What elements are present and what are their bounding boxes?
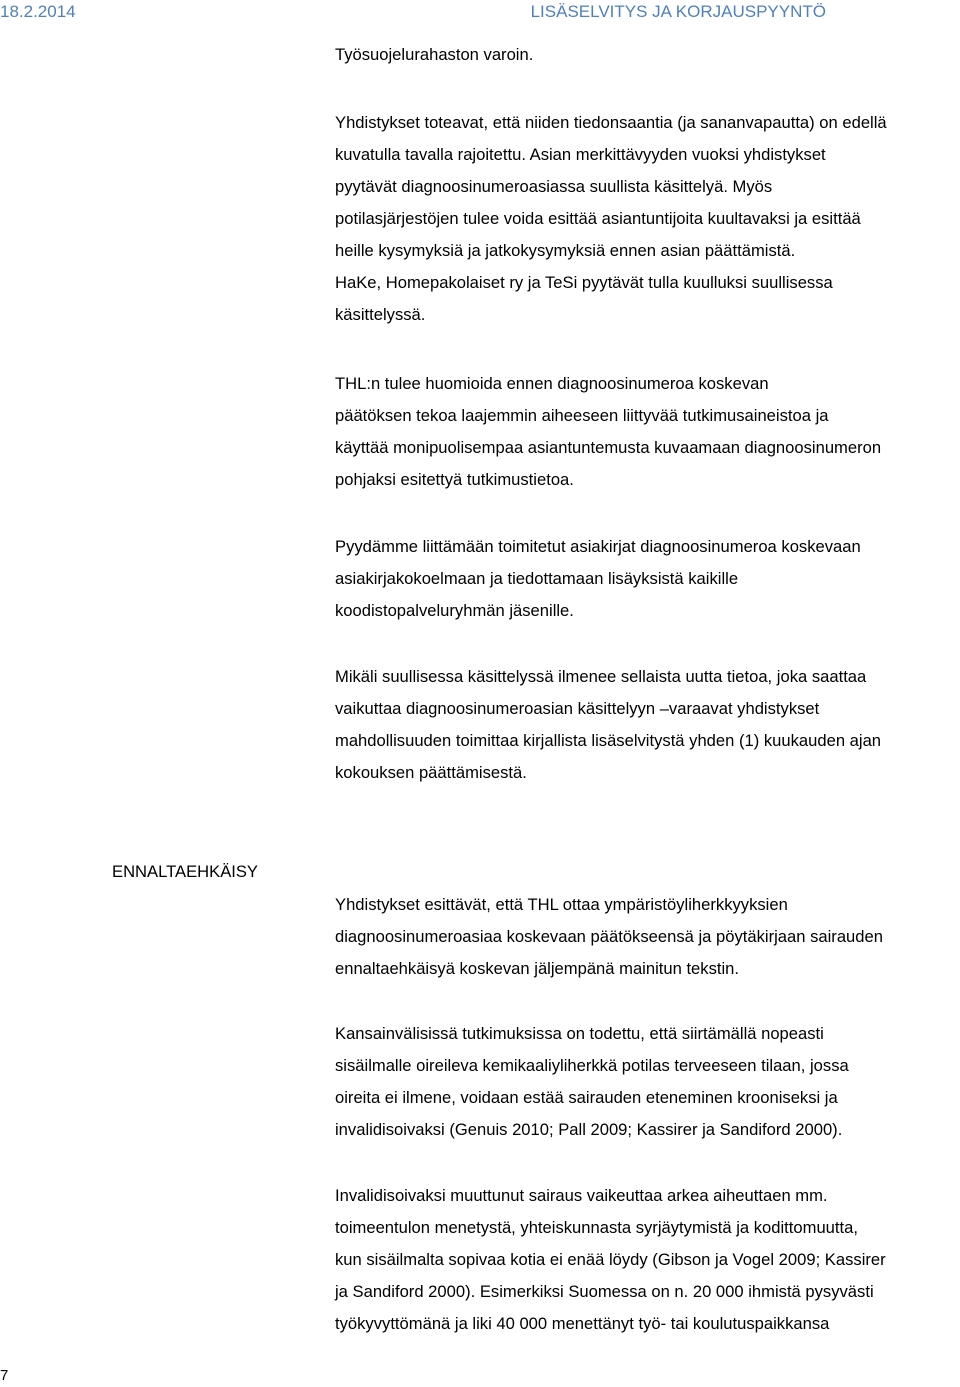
text-line: potilasjärjestöjen tulee voida esittää asiantuntijoita kuultavaksi ja esittää [335,209,861,228]
text-line: koodistopalveluryhmän jäsenille. [335,601,574,620]
text-line: sisäilmalle oireileva kemikaaliyliherkkä potilas terveeseen tilaan, jossa [335,1056,849,1075]
text-line: päätöksen tekoa laajemmin aiheeseen liittyvää tutkimusaineistoa ja [335,406,829,425]
text-line: käyttää monipuolisempaa asiantuntemusta kuvaamaan diagnoosinumeron [335,438,882,457]
text-line: Kansainvälisissä tutkimuksissa on todettu, että siirtämällä nopeasti [335,1024,824,1043]
text-line: heille kysymyksiä ja jatkokysymyksiä ennen asian päättämistä. [335,241,796,260]
paragraph-1 [335,39,960,71]
text-line: ja Sandiford 2000). Esimerkiksi Suomessa on n. 20 000 ihmistä pysyvästi [335,1282,874,1301]
paragraph-5 [335,661,960,789]
text-line: kokouksen päättämisestä. [335,763,527,782]
text-line: ennaltaehkäisyä koskevan jäljempänä mainitun tekstin. [335,959,740,978]
text-line: invalidisoivaksi (Genuis 2010; Pall 2009; Kassirer ja Sandiford 2000). [335,1120,843,1139]
text-line: Mikäli suullisessa käsittelyssä ilmenee sellaista uutta tietoa, joka saattaa [335,667,867,686]
header-title: LISÄSELVITYS JA KORJAUSPYYNTÖ [530,2,826,21]
paragraph-3 [335,368,960,496]
text-line: asiakirjakokoelmaan ja tiedottamaan lisäyksistä kaikille [335,569,739,588]
text-line: työkyvyttömänä ja liki 40 000 menettänyt työ- tai koulutuspaikkansa [335,1314,830,1333]
paragraph-6 [335,889,960,985]
text-line: Pyydämme liittämään toimitetut asiakirjat diagnoosinumeroa koskevaan [335,537,861,556]
text-line: oireita ei ilmene, voidaan estää sairauden eteneminen krooniseksi ja [335,1088,838,1107]
text-line: mahdollisuuden toimittaa kirjallista lisäselvitystä yhden (1) kuukauden ajan [335,731,882,750]
text-line: diagnoosinumeroasiaa koskevaan päätökseensä ja pöytäkirjaan sairauden [335,927,883,946]
text-line: kuvatulla tavalla rajoitettu. Asian merkittävyyden vuoksi yhdistykset [335,145,826,164]
paragraph-4 [335,531,960,627]
paragraph-7 [335,1018,960,1146]
text-line: vaikuttaa diagnoosinumeroasian käsittelyyn –varaavat yhdistykset [335,699,820,718]
paragraph-8 [335,1180,960,1340]
page-number: 7 [0,1367,9,1384]
text-line: Työsuojelurahaston varoin. [335,45,534,64]
text-line: HaKe, Homepakolaiset ry ja TeSi pyytävät tulla kuulluksi suullisessa [335,273,833,292]
text-line: pyytävät diagnoosinumeroasiassa suullista käsittelyä. Myös [335,177,773,196]
text-line: käsittelyssä. [335,305,426,324]
header-date: 18.2.2014 [0,2,76,21]
text-line: pohjaksi esitettyä tutkimustietoa. [335,470,574,489]
text-line: Yhdistykset esittävät, että THL ottaa ympäristöyliherkkyyksien [335,895,788,914]
text-line: Invalidisoivaksi muuttunut sairaus vaikeuttaa arkea aiheuttaen mm. [335,1186,828,1205]
text-line: THL:n tulee huomioida ennen diagnoosinumeroa koskevan [335,374,769,393]
text-line: kun sisäilmalta sopivaa kotia ei enää löydy (Gibson ja Vogel 2009; Kassirer [335,1250,886,1269]
text-line: toimeentulon menetystä, yhteiskunnasta syrjäytymistä ja kodittomuutta, [335,1218,858,1237]
section-heading: ENNALTAEHKÄISY [112,862,259,881]
text-line: Yhdistykset toteavat, että niiden tiedonsaantia (ja sananvapautta) on edellä [335,113,887,132]
paragraph-2 [335,107,960,331]
